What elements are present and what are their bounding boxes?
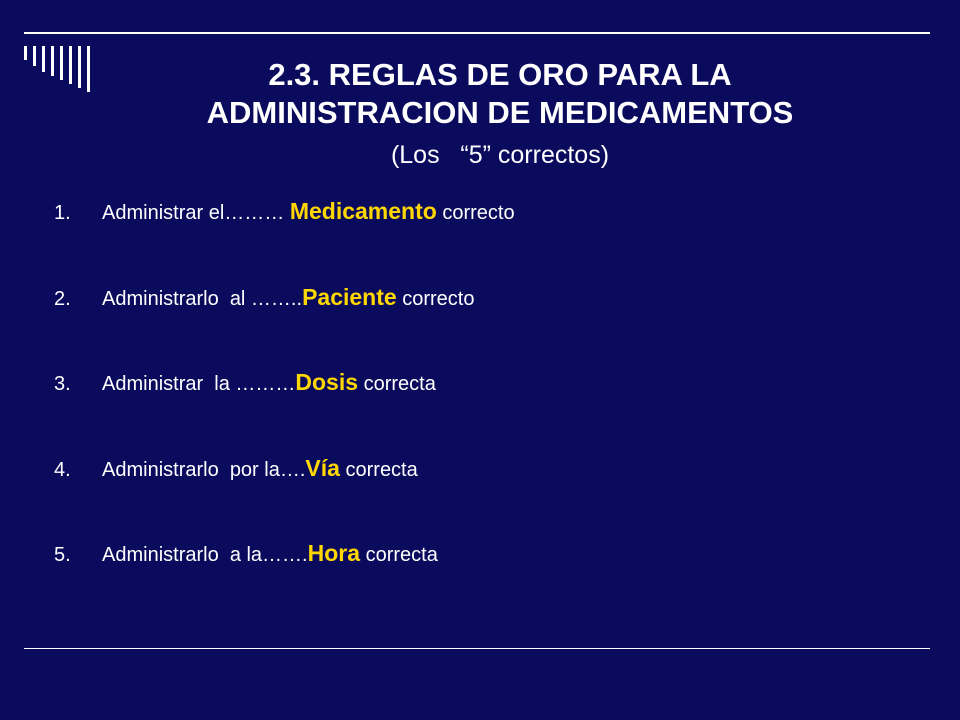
list-item [54,369,436,409]
decorative-bar [60,46,63,80]
list-item-suffix: correcto [396,288,475,310]
decorative-bar [42,46,45,72]
list-item-keyword: Hora [307,540,361,566]
list-item-prefix: Administrarlo a la……. [102,544,308,566]
slide-title-line-2: ADMINISTRACION DE MEDICAMENTOS [206,95,794,130]
list-item-prefix: Administrar la ……… [102,373,296,395]
list-item-suffix: correcto [436,202,515,224]
list-item-number: 5. [54,544,71,566]
slide-subtitle: (Los “5” correctos) [390,141,610,169]
decorative-bar [24,46,27,60]
decorative-bar [69,46,72,84]
slide-title-line-1: 2.3. REGLAS DE ORO PARA LA [268,57,732,92]
list-item-keyword: Vía [305,455,340,481]
list-item-suffix: correcta [360,544,438,566]
decorative-bar [87,46,90,92]
decorative-bar [78,46,81,88]
list-item-number: 2. [54,288,71,310]
decorative-bar [33,46,36,66]
list-item-keyword: Paciente [302,284,397,310]
list-item-keyword: Dosis [295,369,359,395]
list-item [54,284,474,324]
list-item-prefix: Administrarlo por la…. [102,459,306,481]
list-item-keyword: Medicamento [289,198,437,224]
list-item-suffix: correcta [358,373,436,395]
list-item [54,198,515,238]
bottom-divider-line [24,648,930,649]
list-item-number: 1. [54,202,71,224]
list-item-number: 3. [54,373,71,395]
slide-title-block [150,56,850,172]
top-divider-line [24,32,930,34]
list-item-number: 4. [54,459,71,481]
list-item [54,455,418,495]
list-item [54,540,438,580]
decorative-bar [51,46,54,76]
list-item-prefix: Administrar el……… [102,202,290,224]
list-item-prefix: Administrarlo al …….. [102,288,303,310]
list-item-suffix: correcta [339,459,418,481]
